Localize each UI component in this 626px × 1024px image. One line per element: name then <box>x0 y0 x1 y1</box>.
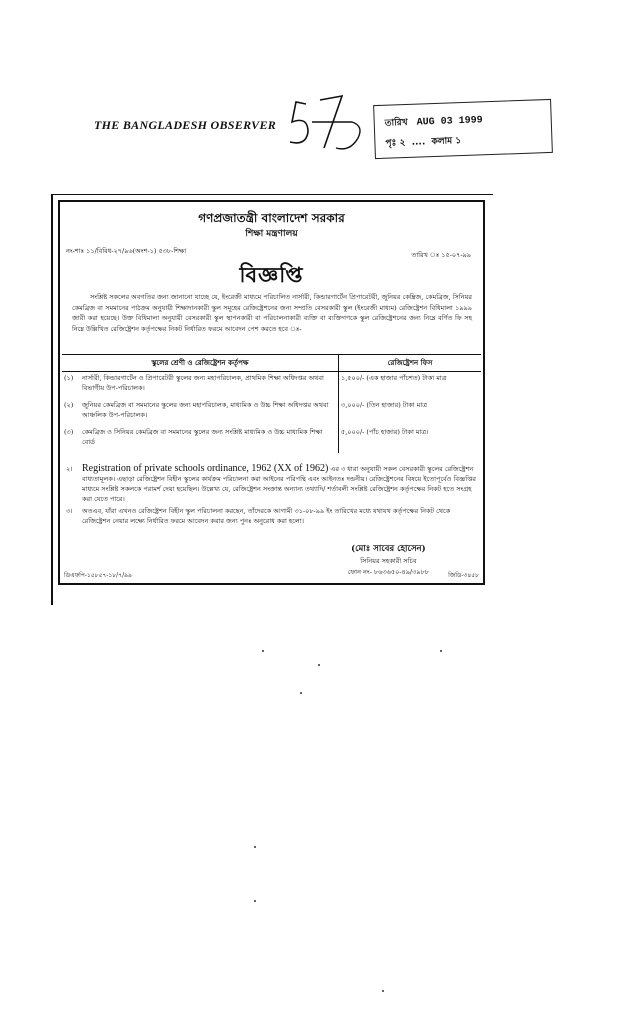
stamp-page-value: ২ <box>399 138 406 149</box>
signatory-name: (মোঃ সাবের হোসেন) <box>351 544 426 554</box>
government-notice <box>58 200 485 585</box>
table-header-authority: স্কুলের শ্রেণী ও রেজিষ্ট্রেশন কর্তৃপক্ষ <box>62 355 339 372</box>
newspaper-masthead: THE BANGLADESH OBSERVER <box>94 118 277 132</box>
scan-speck <box>262 650 264 652</box>
note-paragraph <box>66 464 476 504</box>
row-number: (৩) <box>64 428 74 436</box>
memo-number: নং-শাঃ ১১/বিবিধ-২৭/৯৬(অংশ-১) ৫৩৮-শিক্ষা <box>66 247 187 255</box>
government-title: গণপ্রজাতন্ত্রী বাংলাদেশ সরকার <box>198 211 345 225</box>
stamp-column-value: ১ <box>455 136 462 147</box>
registration-fee-table <box>62 354 481 453</box>
date-stamp: তারিখ AUG 03 1999 পৃঃ ২ .... কলাম ১ <box>373 99 553 159</box>
notice-intro-paragraph: সংশ্লিষ্ট সকলের অবগতির জন্য জানানো যাচ্ছে যে, ইংরেজী মাধ্যমে পরিচালিত নার্সারী, কিন্ডারগার্টেন প্রিপারেটরী, জুনিয়র কেম্ব্রিজ, কেমব্রিজ, সিনিয়র কেমব্রিজ বা সমমানের পাঠক্রম অনুযায়ী শিক্ষাদানকারী স্কুল সমূহের রেজিষ্ট্রেশনের জন্য সম্প্রতি বেসরকারী স্কুল (ইংরেজী মাধ্যম) রেজিষ্ট্রেশন বিধিমালা ১৯৯৯ জারী করা হয়েছে। উক্ত বিধিমালা অনুযায়ী বেসরকারী স্কুল স্থাপনকারী বা পরিচালনাকারী ব্যক্তি বা ব্যক্তিগণকে স্কুল রেজিষ্ট্রেশনের জন্য নিম্নে বর্ণিত ফি সহ নিম্নে উল্লিখিত রেজিষ্ট্রেশন কর্তৃপক্ষের নিকট নির্ধারিত ফরমে আবেদন পেশ করতে হবে ঃ- <box>72 293 472 333</box>
row-category: জুনিয়র কেমব্রিজ বা সমমানের স্কুলের জন্য মহাপরিচালক, মাধ্যমিক ও উচ্চ শিক্ষা অধিদপ্তর অথবা আঞ্চলিক উপ-পরিচালক। <box>80 399 339 426</box>
notice-headline: বিজ্ঞপ্তি <box>239 262 304 287</box>
row-category: নার্সারী, কিন্ডারগার্টেন ও প্রিপারেটরী স্কুলের জন্য মহাপরিচালক, প্রাথমিক শিক্ষা অধিদপ্তর অথবা বিভাগীয় উপ-পরিচালক। <box>80 372 339 400</box>
dfp-reference: ডিএফপি-১৫৮৫৭-১৮/৭/৯৯ <box>64 572 132 579</box>
scan-speck <box>300 692 302 694</box>
memo-date: তারিখ ঃ ১৫-০৭-৯৯ <box>411 251 471 259</box>
ordinance-reference: Registration of private schools ordinance, 1962 (XX of 1962) <box>82 463 329 474</box>
row-number: (২) <box>64 401 74 409</box>
scan-speck <box>440 650 442 652</box>
signature-block <box>348 542 429 578</box>
gd-reference: জিডি-৩৪৫৮ <box>448 572 479 579</box>
note-number: ২। <box>66 465 73 473</box>
table-row <box>62 399 481 426</box>
note-number: ৩। <box>66 507 73 515</box>
table-row <box>62 372 481 400</box>
scan-speck <box>318 664 320 666</box>
scan-speck <box>254 900 256 902</box>
table-header-fee: রেজিষ্ট্রেশন ফিস <box>339 355 482 372</box>
scan-speck <box>254 846 256 848</box>
row-fee: ১,৫০০/- (এক হাজার পাঁচশত) টাকা মাত্র <box>341 374 447 382</box>
table-row <box>62 426 481 453</box>
stamp-page-label: পৃঃ <box>385 138 397 149</box>
note-paragraph <box>66 506 476 526</box>
stamp-date-label: তারিখ <box>384 117 408 129</box>
scan-speck <box>382 990 384 992</box>
note-text: এর ৩ ধারা অনুযায়ী সকল বেসরকারী স্কুলের রেজিষ্ট্রেশন বাধ্যতামূলক। এছাড়া রেজিষ্ট্রেশন বিহীন স্কুলের কার্যক্রম পরিচালনা করা আইনের পরিপন্থি এবং আইনতঃ দন্ডনীয়। রেজিষ্ট্রেশনের বিষয়ে ইতোপূর্বেও বিজ্ঞপ্তির মাধ্যমে সংশ্লিষ্ট সকলকে পরামর্শ দেয়া হয়েছিল। উল্লেখ্য যে, রেজিষ্ট্রেশন সংক্রান্ত অন্যান্য তথ্যাদি/ শর্তাবলী সংশ্লিষ্ট রেজিষ্ট্রেশন কর্তৃপক্ষের নিকট হতে সংগ্রহ করা যেতে পারে। <box>82 465 477 503</box>
ministry-name: শিক্ষা মন্ত্রণালয় <box>245 229 298 239</box>
handwritten-number-mark <box>278 82 368 157</box>
stamp-column-label: কলাম <box>431 136 453 148</box>
row-category: কেমব্রিজ ও সিনিয়র কেমব্রিজ বা সমমানের স্কুলের জন্য সংশ্লিষ্ট মাধ্যমিক ও উচ্চ মাধ্যমিক শিক্ষা বোর্ড <box>80 426 339 453</box>
stamp-date: AUG 03 1999 <box>416 115 483 129</box>
notice-notes <box>66 464 476 528</box>
row-fee: ৩,০০০/- (তিন হাজার) টাকা মাত্র <box>341 401 428 409</box>
row-number: (১) <box>64 374 74 382</box>
signatory-phone: ফোন নং- ৮৬৩৬৫০-৪৯/৩৯৮৮ <box>347 568 429 576</box>
note-text: অতএব, যাঁরা এখনও রেজিষ্ট্রেশন বিহীন স্কুল পরিচালনা করছেন, তাঁদেরকে আগামী ৩১-০৮-৯৯ ইং তারিখের মধ্যে যথাযথ কর্তৃপক্ষের নিকট থেকে রেজিষ্ট্রেশন নেয়ার লক্ষ্যে নির্ধারিত ফরমে আবেদন করার জন্য পুনঃ অনুরোধ করা হলো। <box>82 507 451 525</box>
row-fee: ৫,০০০/- (পাঁচ হাজার) টাকা মাত্র। <box>341 428 429 436</box>
signatory-title: সিনিয়র সহকারী সচিব <box>360 557 417 565</box>
